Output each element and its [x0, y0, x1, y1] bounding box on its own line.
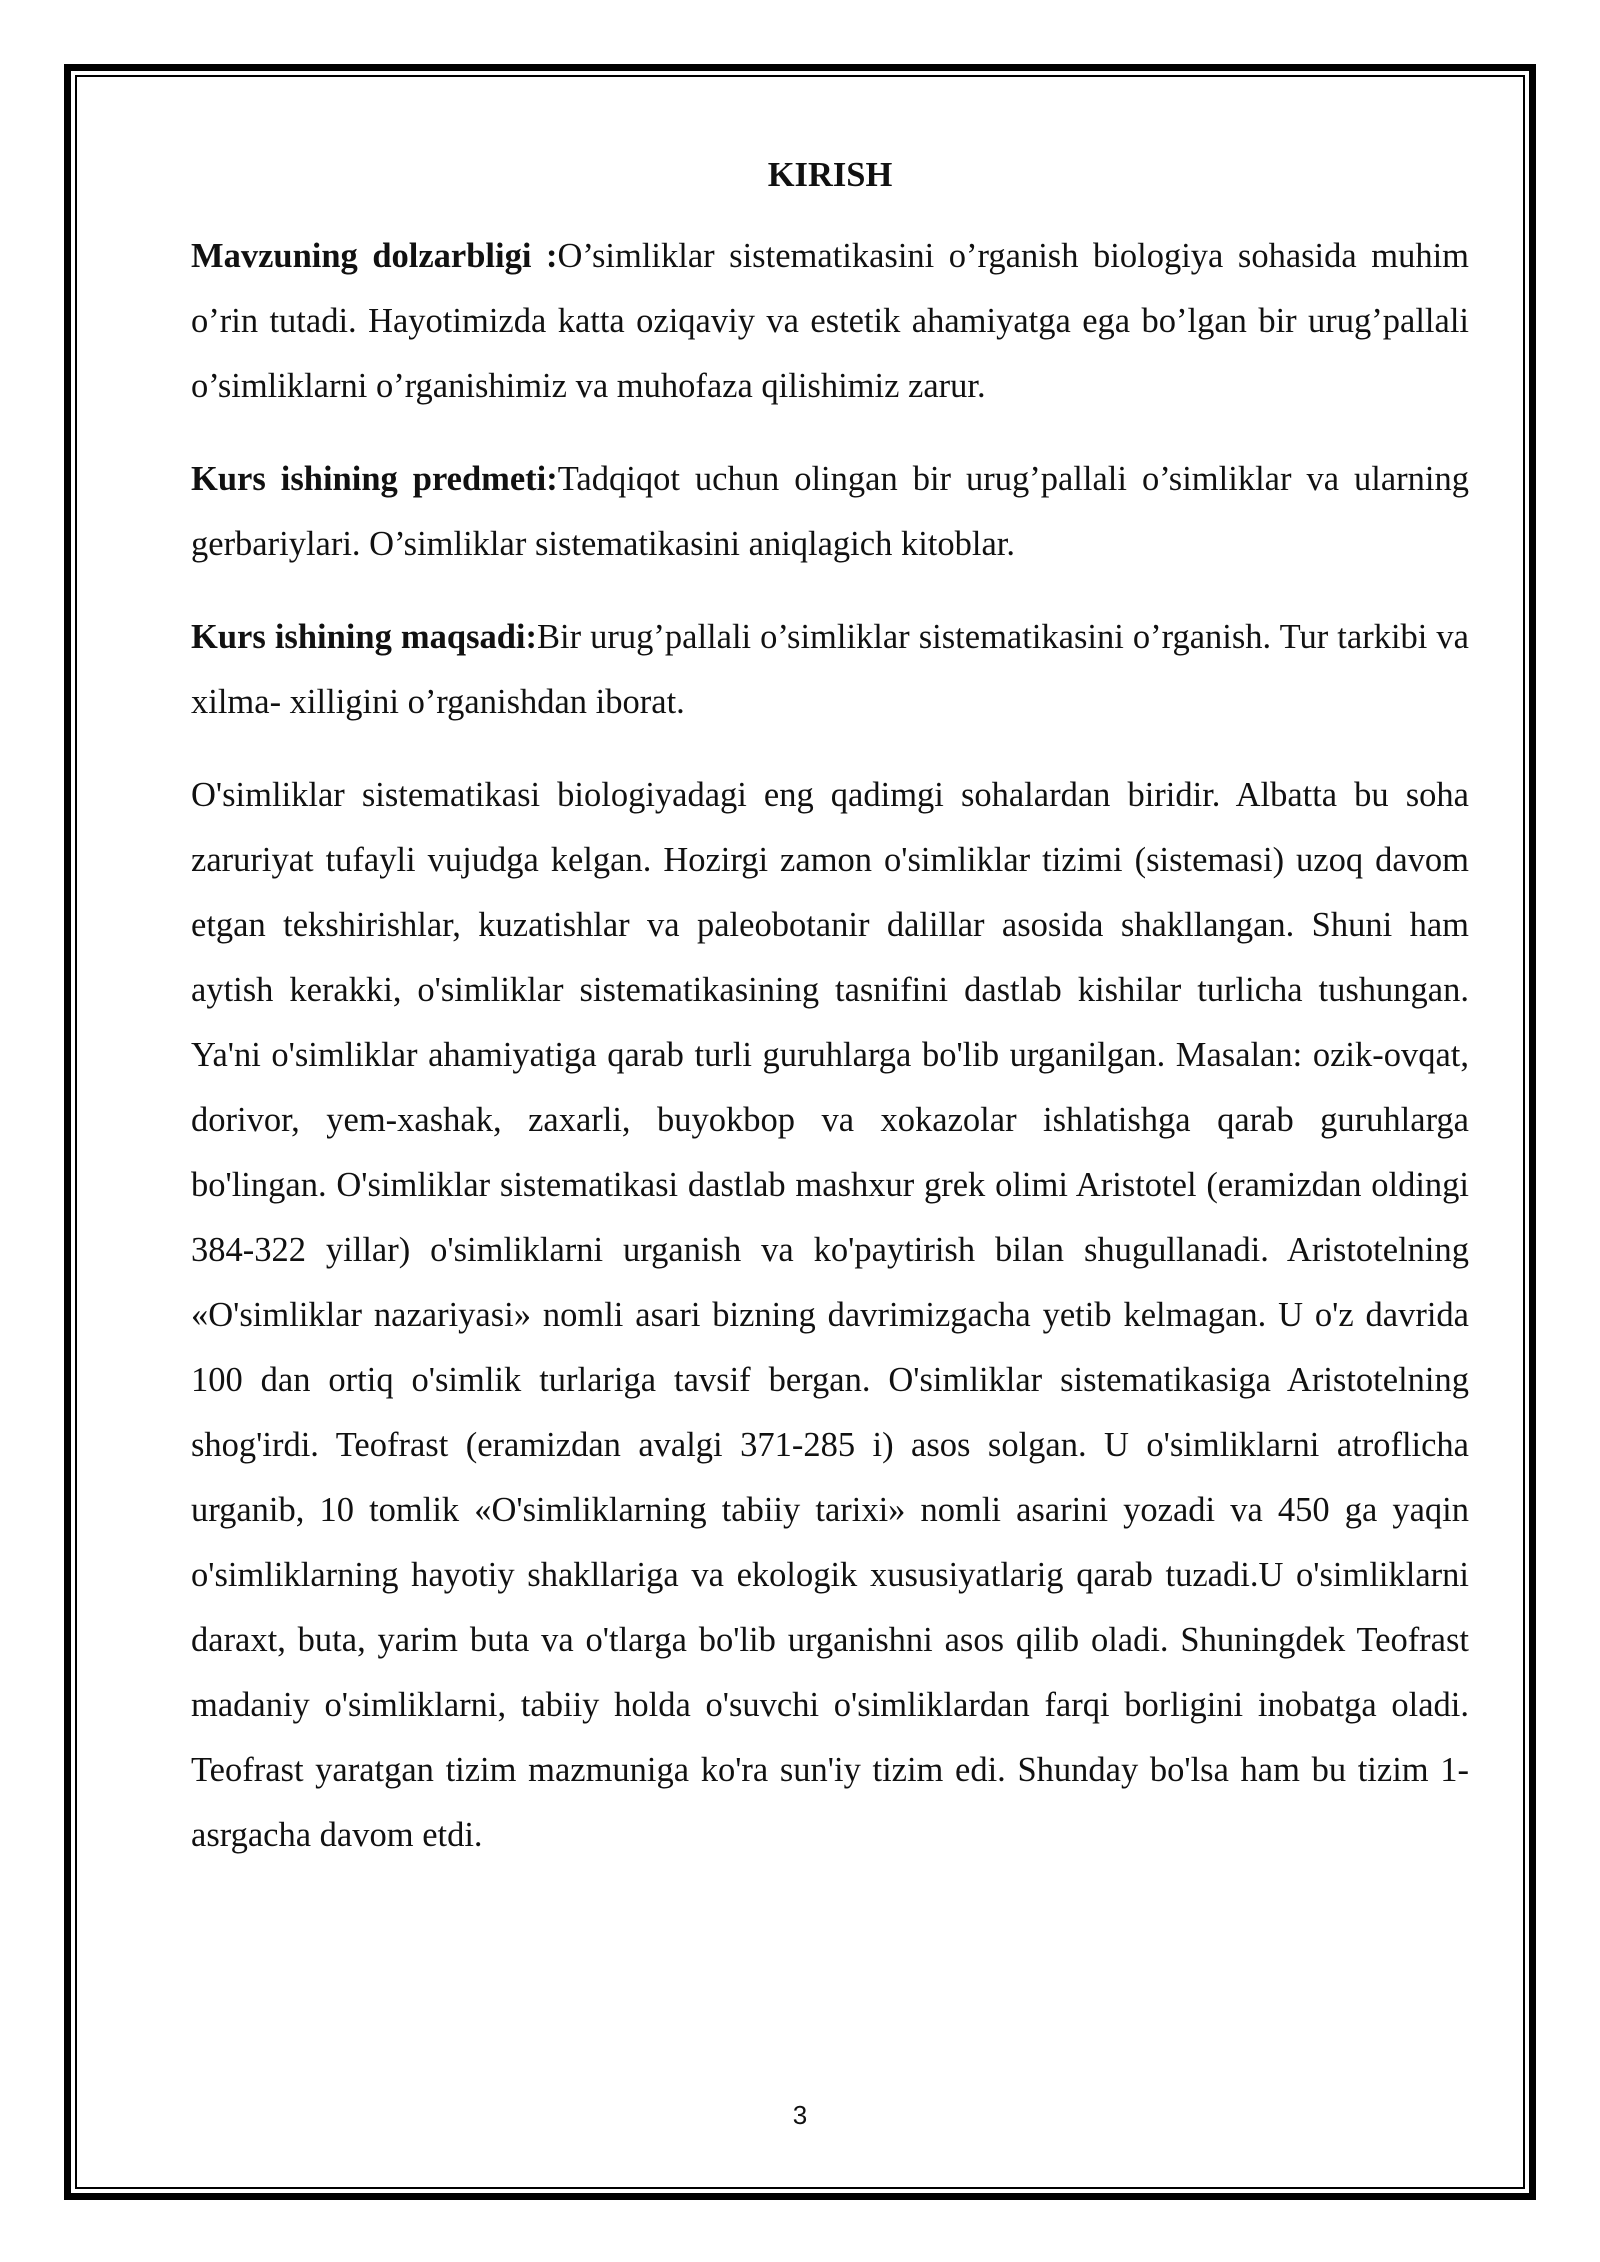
page-number: 3: [792, 2100, 808, 2130]
goal-paragraph: [191, 605, 1469, 735]
relevance-label: Mavzuning dolzarbligi :: [191, 237, 558, 275]
relevance-text: O’simliklar sistematikasini o’rganish biologiya sohasida muhim o’rin tutadi. Hayotimizda katta oziqaviy va estetik ahamiyatga ega bo’lgan bir urug’pallali o’simliklarni o’rganishimiz va muhofaza qilishimiz zarur.: [191, 237, 1470, 405]
subject-text: Tadqiqot uchun olingan bir urug’pallali o’simliklar va ularning gerbariylari. O’simliklar sistematikasini aniqlagich kitoblar.: [191, 460, 1469, 563]
goal-text: Bir urug’pallali o’simliklar sistematikasini o’rganish. Tur tarkibi va xilma- xilligini o’rganishdan iborat.: [191, 618, 1469, 721]
subject-label: Kurs ishining predmeti:: [191, 460, 558, 498]
relevance-paragraph: [191, 224, 1469, 419]
document-body: [191, 148, 1469, 1896]
page-title: KIRISH: [767, 156, 893, 194]
subject-paragraph: [191, 447, 1469, 577]
goal-label: Kurs ishining maqsadi:: [191, 618, 538, 656]
body-paragraph: O'simliklar sistematikasi biologiyadagi eng qadimgi sohalardan biridir. Albatta bu soha zaruriyat tufayli vujudga kelgan. Hozirgi zamon o'simliklar tizimi (sistemasi) uzoq davom etgan tekshirishlar, kuzatishlar va paleobotanir dalillar asosida shakllangan. Shuni ham aytish kerakki, o'simliklar sistematikasining tasnifini dastlab kishilar turlicha tushungan. Ya'ni o'simliklar ahamiyatiga qarab turli guruhlarga bo'lib urganilgan. Masalan: ozik-ovqat, dorivor, yem-xashak, zaxarli, buyokbop va xokazolar ishlatishga qarab guruhlarga bo'lingan. O'simliklar sistematikasi dastlab mashxur grek olimi Aristotel (eramizdan oldingi 384-322 yillar) o'simliklarni urganish va ko'paytirish bilan shugullanadi. Aristotelning «O'simliklar nazariyasi» nomli asari bizning davrimizgacha yetib kelmagan. U o'z davrida 100 dan ortiq o'simlik turlariga tavsif bergan. O'simliklar sistematikasiga Aristotelning shog'irdi. Teofrast (eramizdan avalgi 371-285 i) asos solgan. U o'simliklarni atroflicha urganib, 10 tomlik «O'simliklarning tabiiy tarixi» nomli asarini yozadi va 450 ga yaqin o'simliklarning hayotiy shakllariga va ekologik xususiyatlarig qarab tuzadi.U o'simliklarni daraxt, buta, yarim buta va o'tlarga bo'lib urganishni asos qilib oladi. Shuningdek Teofrast madaniy o'simliklarni, tabiiy holda o'suvchi o'simliklardan farqi borligini inobatga oladi. Teofrast yaratgan tizim mazmuniga ko'ra sun'iy tizim edi. Shunday bo'lsa ham bu tizim 1-asrgacha davom etdi.: [191, 776, 1469, 1854]
